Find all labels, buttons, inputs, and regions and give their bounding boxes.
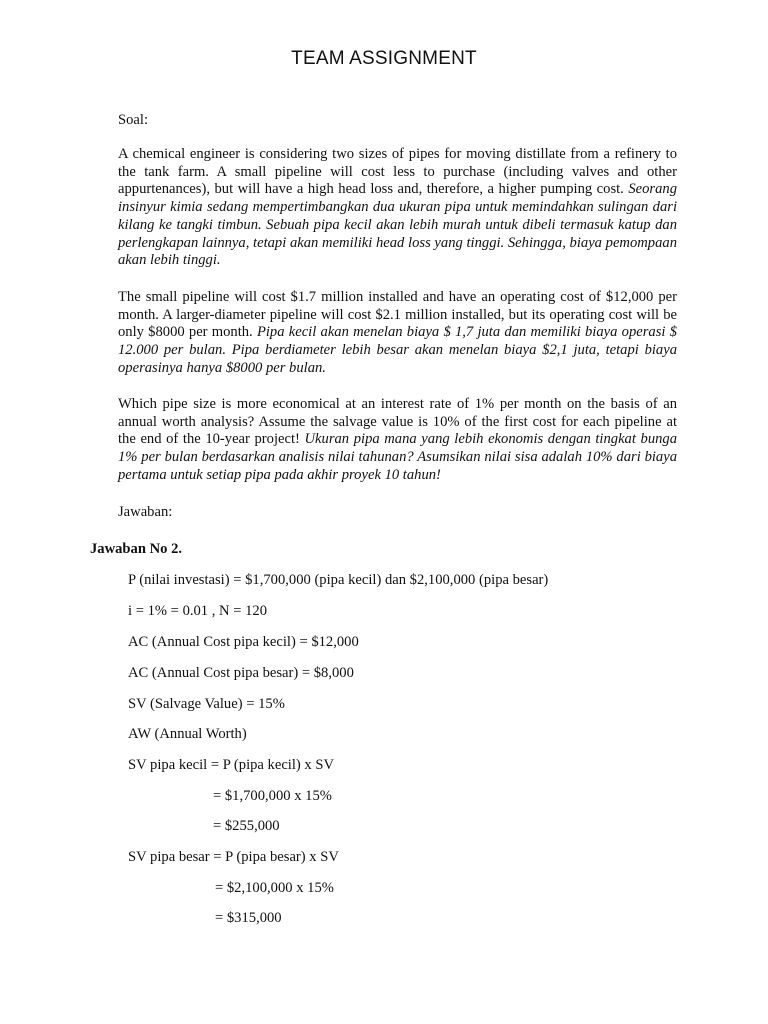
problem-paragraph-2 — [118, 289, 677, 378]
soal-label: Soal: — [118, 112, 148, 128]
calc-line: AW (Annual Worth) — [128, 726, 247, 742]
problem-paragraph-3 — [118, 396, 677, 485]
problem-paragraph-1 — [118, 146, 677, 270]
calc-line: P (nilai investasi) = $1,700,000 (pipa kecil) dan $2,100,000 (pipa besar) — [128, 572, 549, 588]
paragraph-english-text: The small pipeline will cost $1.7 million installed and have an operating cost of $12,000 per month. A larger-diameter pipeline will cost $2.1 million installed, but its operating cost will be only $8000 per month. — [118, 289, 677, 341]
calc-line: = $1,700,000 x 15% — [213, 788, 332, 804]
calc-line: = $2,100,000 x 15% — [215, 880, 334, 896]
paragraph-indonesian-text: Ukuran pipa mana yang lebih ekonomis dengan tingkat bunga 1% per bulan berdasarkan analisis nilai tahunan? Asumsikan nilai sisa adalah 10% dari biaya pertama untuk setiap pipa pada akhir proyek 10 tahun! — [118, 431, 678, 483]
paragraph-indonesian-text: Seorang insinyur kimia sedang mempertimbangkan dua ukuran pipa untuk memindahkan sulingan dari kilang ke tangki timbun. Sebuah pipa kecil akan lebih murah untuk dibeli termasuk katup dan perlengkapan lainnya, tetapi akan memiliki head loss yang tinggi. Sehingga, biaya pemompaan akan lebih tinggi. — [118, 181, 677, 269]
calc-line: SV (Salvage Value) = 15% — [128, 696, 285, 712]
jawaban-label: Jawaban: — [118, 504, 173, 520]
page-title: TEAM ASSIGNMENT — [291, 48, 477, 69]
paragraph-english-text: A chemical engineer is considering two sizes of pipes for moving distillate from a refinery to the tank farm. A small pipeline will cost less to purchase (including valves and other appurtenances), but will have a high head loss and, therefore, a higher pumping cost. — [118, 146, 677, 198]
answer-heading: Jawaban No 2. — [90, 541, 183, 557]
calc-line: AC (Annual Cost pipa besar) = $8,000 — [128, 665, 354, 681]
calc-line: SV pipa besar = P (pipa besar) x SV — [128, 849, 339, 865]
calc-line: = $255,000 — [213, 818, 280, 834]
paragraph-english-text: Which pipe size is more economical at an interest rate of 1% per month on the basis of an annual worth analysis? Assume the salvage value is 10% of the first cost for each pipeline at the end of the 10-year project! — [118, 396, 677, 448]
calc-line: i = 1% = 0.01 , N = 120 — [128, 603, 268, 619]
calc-line: = $315,000 — [215, 910, 282, 926]
calc-line: SV pipa kecil = P (pipa kecil) x SV — [128, 757, 335, 773]
paragraph-indonesian-text: Pipa kecil akan menelan biaya $ 1,7 juta dan memiliki biaya operasi $ 12.000 per bulan. Pipa berdiameter lebih besar akan menelan biaya $2,1 juta, tetapi biaya operasinya hanya $8000 per bulan. — [118, 324, 677, 376]
calc-line: AC (Annual Cost pipa kecil) = $12,000 — [128, 634, 359, 650]
